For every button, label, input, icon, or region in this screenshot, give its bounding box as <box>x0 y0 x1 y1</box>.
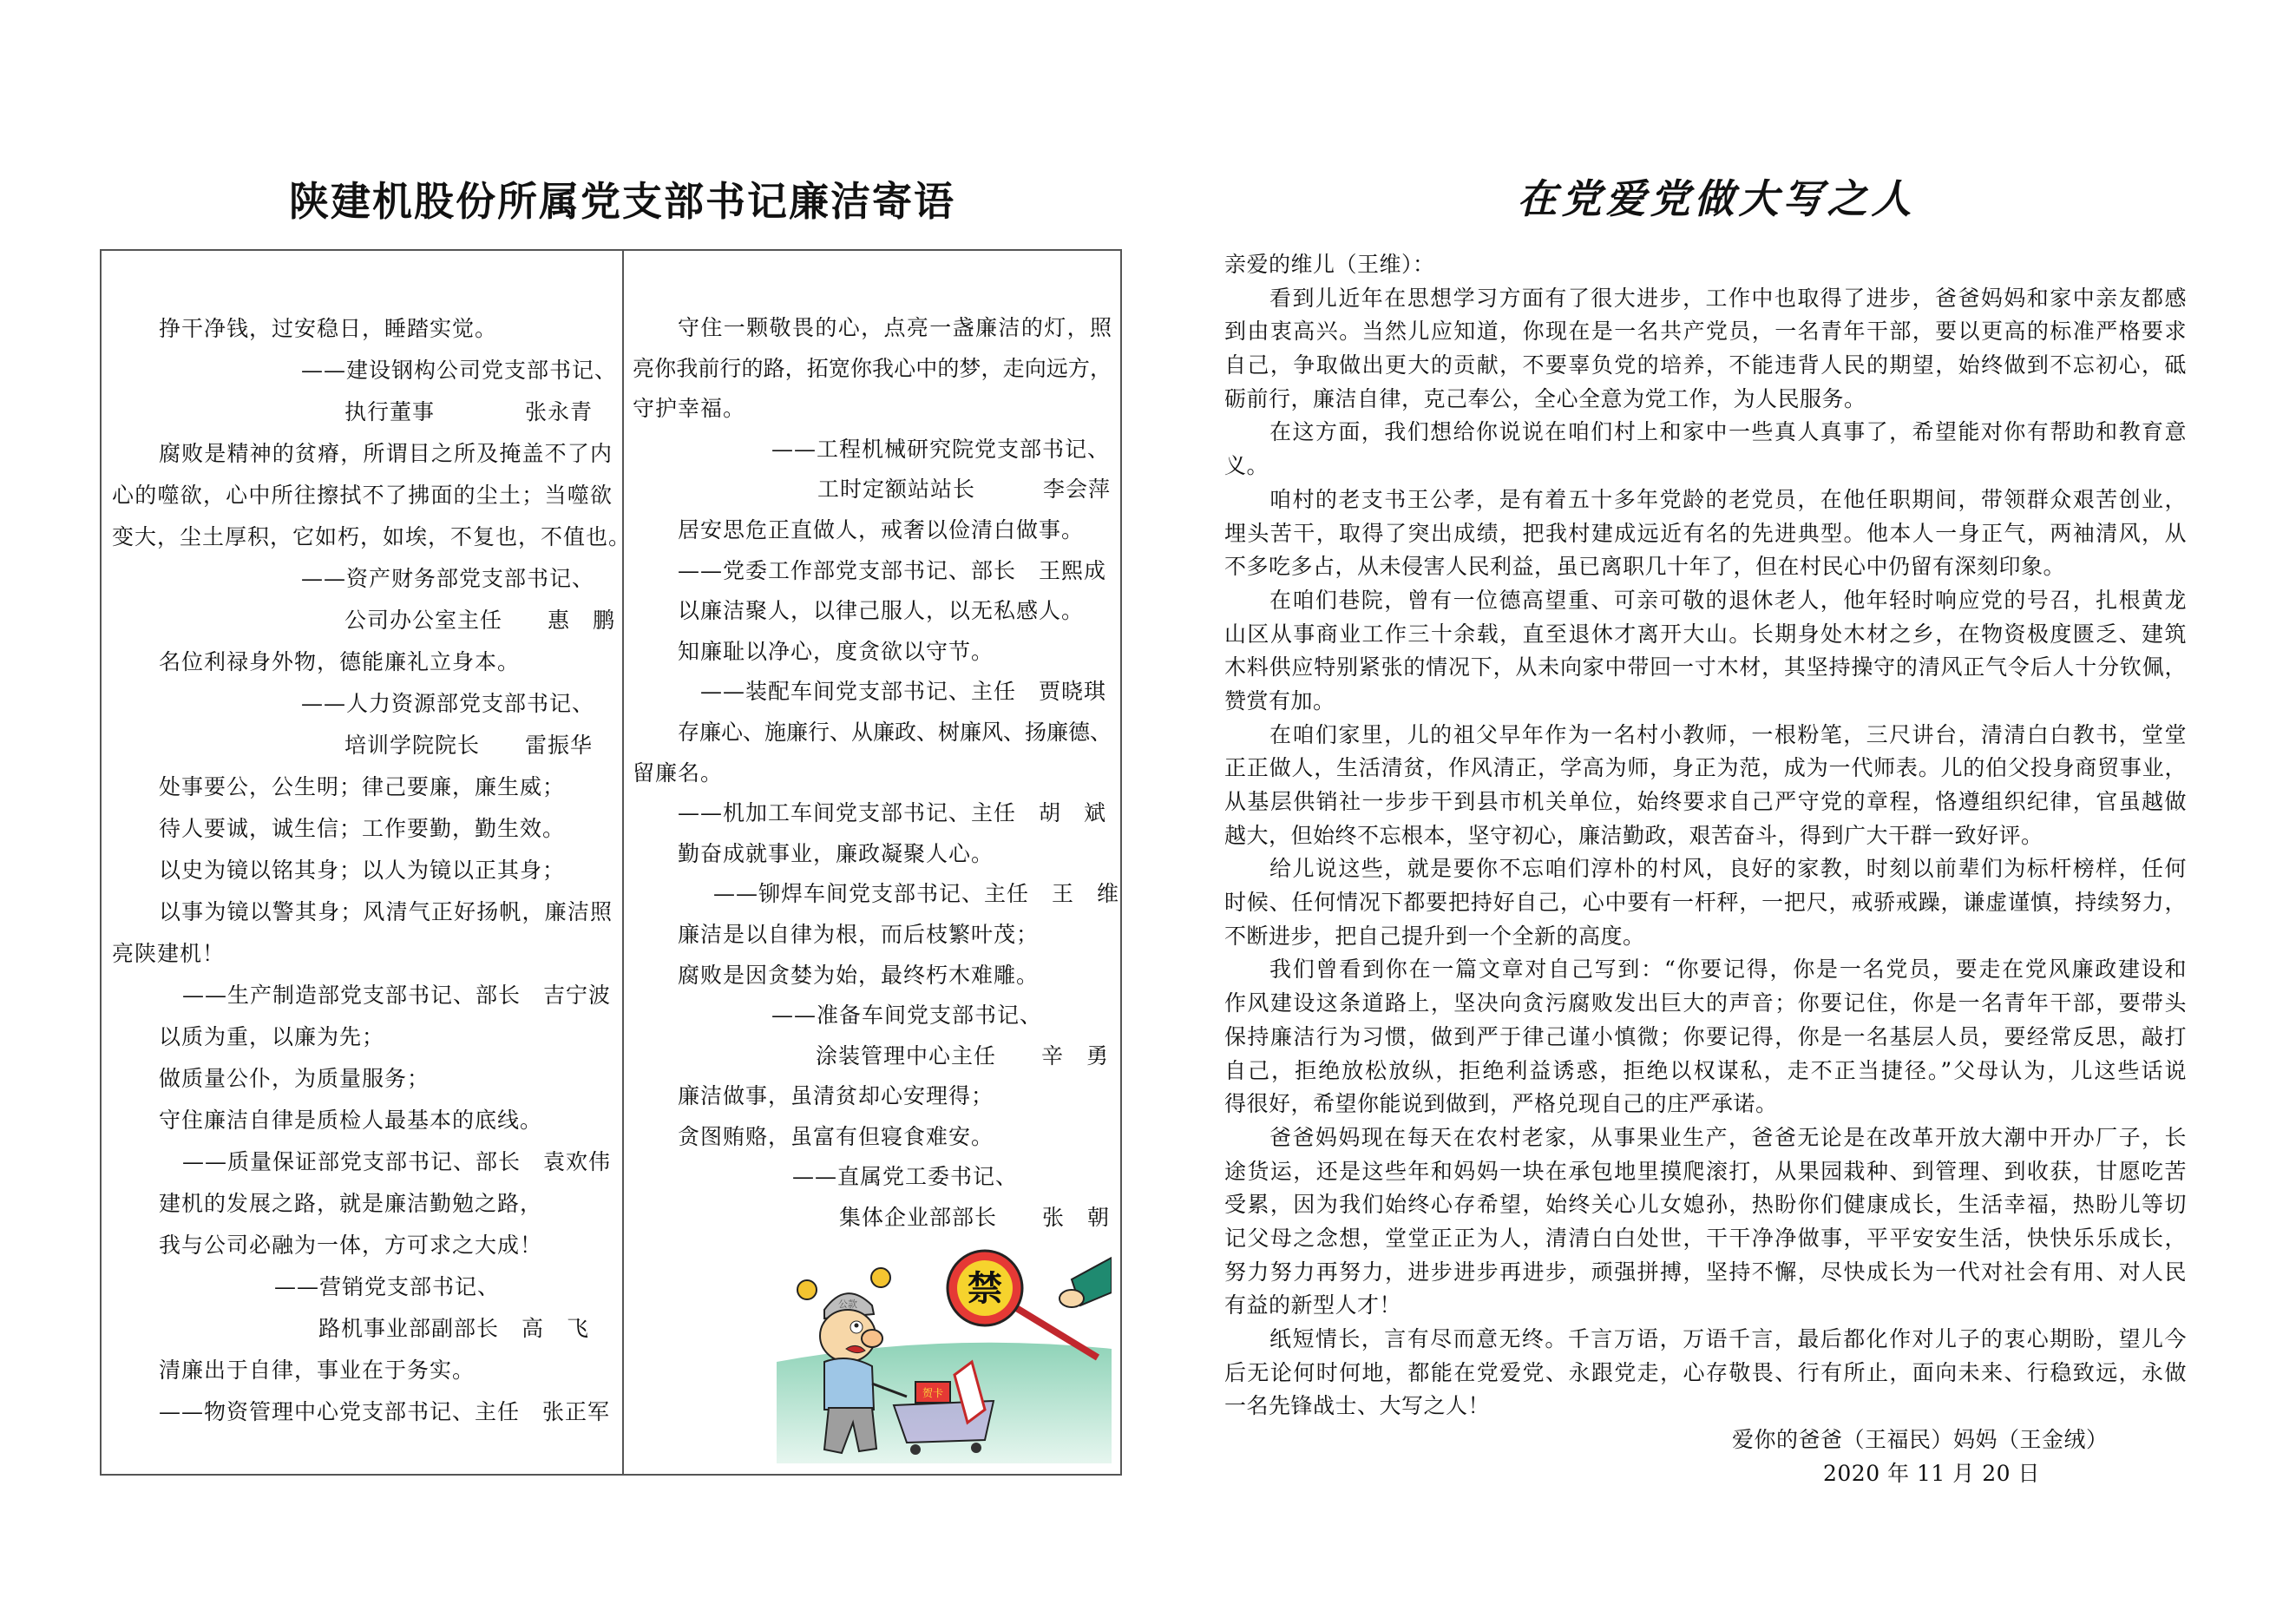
letter-paragraph <box>1224 584 2187 719</box>
letter-line: 正正做人，生活清贫，作风清正，学高为师，身正为范，成为一代师表。儿的伯父投身商贸事业， <box>1224 755 2187 781</box>
quote-line: 守住廉洁自律是质检人最基本的底线。 <box>159 1108 543 1133</box>
quote-attribution-line: ——资产财务部党支部书记、 <box>301 566 595 591</box>
letter-line: 我们曾看到你在一篇文章对自己写到：“你要记得，你是一名党员，要走在党风廉政建设和 <box>1269 957 2187 983</box>
letter-line: 作风建设这条道路上，坚决向贪污腐败发出巨大的声音；你要记住，你是一名青年干部，要带头 <box>1224 990 2187 1016</box>
quote-line: 以史为镜以铭其身；以人为镜以正其身； <box>159 858 566 883</box>
letter-line: 从基层供销社一步步干到县市机关单位，始终要求自己严守党的章程，恪遵组织纪律，官虽越做 <box>1224 789 2187 814</box>
quote-line: 腐败是精神的贫瘠，所谓目之所及掩盖不了内 <box>159 441 612 466</box>
quote-attribution-line: 涂装管理中心主任 辛 勇 <box>816 1042 1110 1068</box>
letter-line: 得很好，希望你能说到做到，严格兑现自己的庄严承诺。 <box>1224 1091 1778 1117</box>
quote-line: 亮你我前行的路，拓宽你我心中的梦，走向远方， <box>633 355 1112 381</box>
quote-line: 贪图贿赂，虽富有但寝食难安。 <box>678 1123 994 1149</box>
ban-sign-text: 禁 <box>968 1268 1002 1309</box>
quote-line: 待人要诚，诚生信；工作要勤，勤生效。 <box>159 816 566 841</box>
quote-line: 留廉名。 <box>633 759 724 786</box>
quote-line: 守住一颗敬畏的心，点亮一盏廉洁的灯，照 <box>678 315 1112 340</box>
letter-line: 有益的新型人才！ <box>1224 1292 1402 1318</box>
letter-line: 后无论何时何地，都能在党爱党、永跟党走，心存敬畏、行有所止，面向未来、行稳致远，永做 <box>1224 1359 2187 1385</box>
letter-line: 自己，拒绝放松放纵，拒绝利益诱惑，拒绝以权谋私，走不正当捷径。”父母认为，儿这些话说 <box>1224 1057 2187 1083</box>
quote-attribution-line: 路机事业部副部长 高 飞 <box>318 1316 590 1341</box>
quote-line: 做质量公仆，为质量服务； <box>159 1066 430 1091</box>
official-figure <box>820 1293 882 1453</box>
letter-paragraph <box>1224 483 2187 584</box>
letter-line: 义。 <box>1224 453 1269 479</box>
left-article-title: 陕建机股份所属党支部书记廉洁寄语 <box>289 178 955 225</box>
quote-line: 廉洁是以自律为根，而后枝繁叶茂； <box>678 921 1040 947</box>
letter-line: 埋头苦干，取得了突出成绩，把我村建成远近有名的先进典型。他本人一身正气，两袖清风，从 <box>1224 520 2187 546</box>
quote-attribution-line: ——营销党支部书记、 <box>274 1274 501 1299</box>
quote-attribution-line: ——人力资源部党支部书记、 <box>301 691 595 716</box>
quote-attribution-line: ——准备车间党支部书记、 <box>771 1003 1043 1029</box>
quote-attribution-line: ——生产制造部党支部书记、部长 吉宁波 <box>182 983 612 1008</box>
letter-line: 在咱们巷院，曾有一位德高望重、可亲可敬的退休老人，他年轻时响应党的号召，扎根黄龙 <box>1269 587 2187 613</box>
quote-attribution-line: ——铆焊车间党支部书记、主任 王 维 <box>713 881 1120 907</box>
quote-line: 亮陕建机！ <box>112 941 226 966</box>
letter-line: 自己，争取做出更大的贡献，不要辜负党的培养，不能违背人民的期望，始终做到不忘初心，砥 <box>1224 352 2187 378</box>
quotes-box <box>100 249 1122 1476</box>
letter-paragraph <box>1224 719 2187 853</box>
hat-text: 公款 <box>838 1299 857 1310</box>
letter-paragraphs <box>1224 282 2187 1423</box>
letter-line: 赞赏有加。 <box>1224 687 1335 713</box>
letter-line: 时候、任何情况下都要把持好自己，心中要有一杆秤，一把尺，戒骄戒躁，谦虚谨慎，持续努力， <box>1224 890 2187 916</box>
quote-line: 廉洁做事，虽清贫却心安理得； <box>678 1083 994 1109</box>
quote-line: 清廉出于自律，事业在于务实。 <box>159 1358 476 1383</box>
letter-line: 砺前行，廉洁自律，克己奉公，全心全意为党工作，为人民服务。 <box>1224 385 1866 411</box>
letter-line: 到由衷高兴。当然儿应知道，你现在是一名共产党员，一名青年干部，要以更高的标准严格要求 <box>1224 319 2187 345</box>
ban-sign-icon <box>948 1251 1112 1358</box>
quote-attribution-line: ——党委工作部党支部书记、部长 王熙成 <box>678 557 1107 583</box>
quote-line: 我与公司必融为一体，方可求之大成！ <box>159 1233 543 1258</box>
quote-line: 勤奋成就事业，廉政凝聚人心。 <box>678 840 994 866</box>
anti-corruption-cartoon-image <box>777 1245 1112 1463</box>
letter-signature: 爱你的爸爸（王福民）妈妈（王金绒） <box>1732 1427 2109 1453</box>
letter-line: 山区从事商业工作三十余载，直至退休才离开大山。长期身处木材之乡，在物资极度匮乏、建筑 <box>1224 621 2187 647</box>
right-article-title: 在党爱党做大写之人 <box>1517 175 1916 222</box>
letter-line: 木料供应特别紧张的情况下，从未向家中带回一寸木材，其坚持操守的清风正气令后人十分钦佩， <box>1224 654 2187 681</box>
letter-paragraph <box>1224 282 2187 417</box>
letter-paragraph <box>1224 953 2187 1121</box>
letter-line: 不多吃多占，从未侵害人民利益，虽已离职几十年了，但在村民心中仍留有深刻印象。 <box>1224 554 2066 580</box>
quote-attribution-line: 执行董事 张永青 <box>344 399 594 424</box>
letter-paragraph <box>1224 1323 2187 1423</box>
card-text: 贺卡 <box>922 1387 944 1399</box>
quotes-column-left <box>112 308 632 1433</box>
letter-line: 受累，因为我们始终心存希望，始终关心儿女媳孙，热盼你们健康成长，生活幸福，热盼儿等切 <box>1224 1192 2187 1218</box>
letter-date: 2020 年 11 月 20 日 <box>1823 1460 2040 1486</box>
quote-attribution-line: 工时定额站站长 李会萍 <box>817 477 1112 503</box>
quote-attribution-line: 培训学院院长 雷振华 <box>344 733 594 758</box>
quote-attribution-line: ——建设钢构公司党支部书记、 <box>301 358 618 383</box>
letter-line: 爸爸妈妈现在每天在农村老家，从事果业生产，爸爸无论是在改革开放大潮中开办厂子，长 <box>1269 1124 2187 1150</box>
column-divider <box>622 251 624 1474</box>
letter-line: 不断进步，把自己提升到一个全新的高度。 <box>1224 923 1645 949</box>
quotes-column-right <box>633 308 1120 1239</box>
letter-greeting: 亲爱的维儿（王维）： <box>1224 252 1435 277</box>
letter-paragraph <box>1224 416 2187 483</box>
quote-attribution-line: ——直属党工委书记、 <box>792 1164 1019 1190</box>
letter-paragraph <box>1224 852 2187 953</box>
quote-line: 存廉心、施廉行、从廉政、树廉风、扬廉德、 <box>678 719 1112 745</box>
quote-attribution-line: ——工程机械研究院党支部书记、 <box>771 436 1111 462</box>
quote-line: 居安思危正直做人，戒奢以俭清白做事。 <box>678 516 1085 542</box>
quote-attribution-line: ——装配车间党支部书记、主任 贾晓琪 <box>700 679 1107 705</box>
letter-line: 在这方面，我们想给你说说在咱们村上和家中一些真人真事了，希望能对你有帮助和教育意 <box>1269 419 2187 445</box>
letter-line: 看到儿近年在思想学习方面有了很大进步，工作中也取得了进步，爸爸妈妈和家中亲友都感 <box>1269 285 2187 311</box>
letter-line: 一名先锋战士、大写之人！ <box>1224 1393 1491 1419</box>
quote-line: 腐败是因贪婪为始，最终朽木难雕。 <box>678 962 1040 988</box>
quote-attribution-line: ——物资管理中心党支部书记、主任 张正军 <box>159 1399 611 1424</box>
quote-attribution-line: 公司办公室主任 惠 鹏 <box>344 608 616 633</box>
quote-line: 心的噬欲，心中所往擦拭不了拂面的尘土；当噬欲 <box>112 483 612 508</box>
letter-line: 给儿说这些，就是要你不忘咱们淳朴的村风，良好的家教，时刻以前辈们为标杆榜样，任何 <box>1269 856 2187 882</box>
letter-line: 途货运，还是这些年和妈妈一块在承包地里摸爬滚打，从果园栽种、到管理、到收获，甘愿吃苦 <box>1224 1158 2187 1184</box>
letter-line: 越大，但始终不忘根本，坚守初心，廉洁勤政，艰苦奋斗，得到广大干群一致好评。 <box>1224 822 2043 848</box>
letter-line: 努力努力再努力，进步进步再进步，顽强拼搏，坚持不懈，尽快成长为一代对社会有用、对人民 <box>1224 1259 2187 1285</box>
letter-line: 纸短情长，言有尽而意无终。千言万语，万语千言，最后都化作对儿子的衷心期盼，望儿今 <box>1269 1326 2187 1351</box>
quote-line: 以廉洁聚人，以律己服人，以无私感人。 <box>678 598 1085 624</box>
letter-body <box>1224 248 2187 1490</box>
letter-line: 咱村的老支书王公孝，是有着五十多年党龄的老党员，在他任职期间，带领群众艰苦创业， <box>1269 486 2187 512</box>
letter-paragraph <box>1224 1121 2187 1323</box>
letter-line: 保持廉洁行为习惯，做到严于律己谨小慎微；你要记得，你是一名基层人员，要经常反思，敲打 <box>1224 1023 2187 1049</box>
quote-line: 守护幸福。 <box>633 396 746 422</box>
quote-line: 挣干净钱，过安稳日，睡踏实觉。 <box>159 316 498 341</box>
quote-line: 知廉耻以净心，度贪欲以守节。 <box>678 638 994 664</box>
quote-line: 以事为镜以警其身；风清气正好扬帆，廉洁照 <box>159 899 612 924</box>
quote-line: 变大，尘土厚积，它如朽，如埃，不复也，不值也。 <box>112 524 632 549</box>
quote-line: 名位利禄身外物，德能廉礼立身本。 <box>159 649 521 674</box>
quote-attribution-line: ——质量保证部党支部书记、部长 袁欢伟 <box>182 1149 612 1174</box>
letter-line: 在咱们家里，儿的祖父早年作为一名村小教师，一根粉笔，三尺讲台，清清白白教书，堂堂 <box>1269 721 2187 747</box>
letter-line: 记父母之念想，堂堂正正为人，清清白白处世，干干净净做事，平平安安生活，快快乐乐成长， <box>1224 1225 2187 1251</box>
quote-attribution-line: ——机加工车间党支部书记、主任 胡 斌 <box>678 800 1107 826</box>
quote-line: 建机的发展之路，就是廉洁勤勉之路， <box>159 1191 543 1216</box>
quote-line: 以质为重，以廉为先； <box>159 1024 385 1049</box>
quote-attribution-line: 集体企业部部长 张 朝 <box>839 1205 1111 1231</box>
quote-line: 处事要公，公生明；律己要廉，廉生威； <box>159 774 566 799</box>
